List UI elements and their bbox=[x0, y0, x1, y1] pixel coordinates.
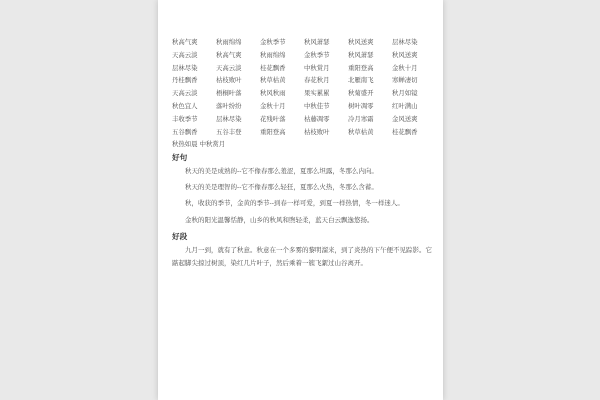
phrase: 果实累累 bbox=[304, 89, 330, 98]
phrase: 重阳登高 bbox=[260, 127, 286, 136]
phrase: 秋高气爽 bbox=[216, 50, 242, 59]
phrase: 秋风萧瑟 bbox=[304, 38, 330, 46]
phrase: 冷月寒霜 bbox=[348, 114, 374, 123]
phrase: 天高云淡 bbox=[172, 89, 198, 98]
phrase-last-line: 秋热如晨 中秋赏月 bbox=[172, 140, 226, 149]
phrase: 金秋十月 bbox=[260, 101, 286, 110]
phrase: 花残叶落 bbox=[260, 114, 286, 123]
phrase: 金秋季节 bbox=[260, 38, 286, 46]
phrase: 层林尽染 bbox=[216, 114, 242, 123]
phrase: 丰收季节 bbox=[172, 114, 198, 123]
phrase: 梧桐叶落 bbox=[216, 89, 242, 98]
page-content bbox=[172, 36, 434, 273]
phrase: 中秋佳节 bbox=[304, 101, 330, 110]
phrase: 桂花飘香 bbox=[260, 63, 286, 72]
phrase-grid bbox=[172, 36, 434, 138]
phrase: 天高云淡 bbox=[172, 50, 198, 59]
phrase: 秋菊盛开 bbox=[348, 89, 374, 98]
phrase: 春花秋月 bbox=[304, 76, 330, 85]
sentence: 秋天的美是理智的--它不像春那么轻狂，夏那么火热，冬那么含蓄。 bbox=[185, 183, 378, 192]
phrase: 枯枝败叶 bbox=[216, 76, 242, 85]
phrase: 秋雨绵绵 bbox=[216, 38, 242, 46]
phrase: 落叶纷纷 bbox=[216, 101, 242, 110]
phrase: 秋月如镜 bbox=[392, 89, 418, 98]
phrase: 桂花飘香 bbox=[392, 127, 418, 136]
phrase: 秋高气爽 bbox=[172, 38, 198, 46]
phrase: 红叶满山 bbox=[392, 101, 418, 110]
sentence: 秋，收获的季节，金黄的季节--到春一样可爱，到夏一样热情，冬一样迷人。 bbox=[185, 199, 404, 208]
phrase: 丹桂飘香 bbox=[172, 76, 198, 85]
phrase: 寒蝉凄切 bbox=[392, 76, 418, 85]
phrase: 北雁南飞 bbox=[348, 76, 374, 85]
phrase: 秋色宜人 bbox=[172, 101, 198, 110]
phrase: 秋草枯黄 bbox=[348, 127, 374, 136]
phrase: 金秋季节 bbox=[304, 50, 330, 59]
phrase: 枯枝败叶 bbox=[304, 127, 330, 136]
phrase: 枯藤凋零 bbox=[304, 114, 330, 123]
section-heading-sentences: 好句 bbox=[172, 152, 188, 162]
phrase: 秋草枯黄 bbox=[260, 76, 286, 85]
phrase: 五谷丰登 bbox=[216, 127, 242, 136]
phrase: 秋风送爽 bbox=[392, 50, 418, 59]
sentence: 秋天的美是成熟的--它不像春那么羞涩，夏那么坦露，冬那么内向。 bbox=[185, 166, 378, 175]
phrase: 金秋十月 bbox=[392, 63, 418, 72]
phrase: 重阳登高 bbox=[348, 63, 374, 72]
phrase: 秋风萧瑟 bbox=[348, 50, 374, 59]
paragraph: 九月一到，就有了秋意。秋意在一个多雾的黎明溜来，到了炎热的下午便不见踪影。它踮起脚尖掠过树顶，染红几片叶子，然后乘着一簇飞絮过山谷离开。 bbox=[172, 245, 432, 267]
phrase: 层林尽染 bbox=[392, 38, 418, 46]
phrase: 天高云淡 bbox=[216, 63, 242, 72]
phrase: 金风送爽 bbox=[392, 114, 418, 123]
phrase: 秋风秋雨 bbox=[260, 89, 286, 98]
phrase: 秋风送爽 bbox=[348, 38, 374, 46]
document-page bbox=[158, 0, 443, 400]
sentence: 金秋的阳光温馨恬静，山乡的秋风和煦轻柔，蓝天白云飘逸悠扬。 bbox=[185, 215, 374, 224]
phrase: 层林尽染 bbox=[172, 63, 198, 72]
phrase: 五谷飘香 bbox=[172, 127, 198, 136]
phrase: 中秋赏月 bbox=[304, 63, 330, 72]
section-heading-paragraph: 好段 bbox=[172, 231, 188, 241]
phrase: 树叶凋零 bbox=[348, 101, 374, 110]
phrase: 秋雨绵绵 bbox=[260, 50, 286, 59]
